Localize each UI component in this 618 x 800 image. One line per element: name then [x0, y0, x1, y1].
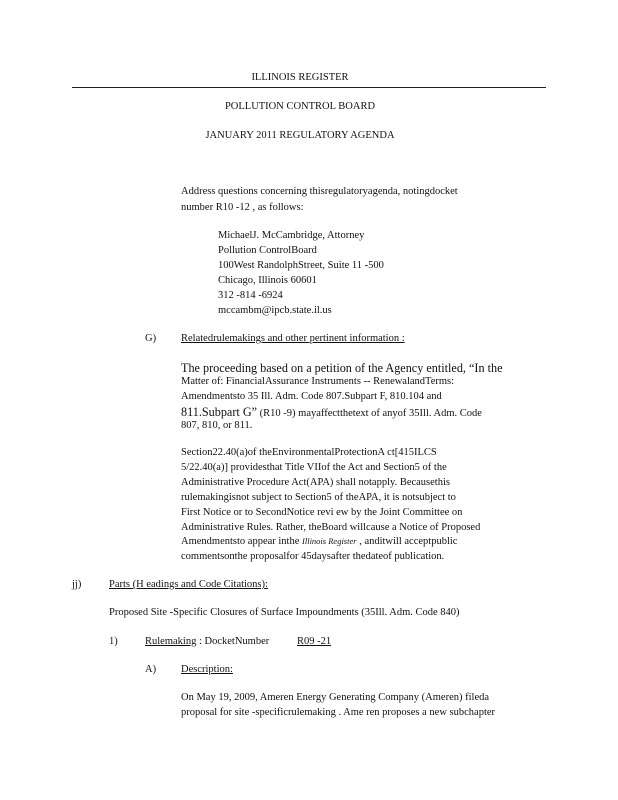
- address-intro-line-1: Address questions concerning thisregulatoryagenda, notingdocket: [181, 186, 458, 197]
- section-jj-marker: jj): [72, 579, 82, 590]
- section-g-heading: Relatedrulemakings and other pertinent information :: [181, 333, 405, 344]
- board-title: POLLUTION CONTROL BOARD: [224, 101, 376, 112]
- paragraph-line: First Notice or to SecondNotice revi ew by the Joint Committee on: [181, 507, 463, 518]
- contact-email: mccambm@ipcb.state.il.us: [218, 305, 332, 316]
- paragraph-line: [181, 405, 482, 420]
- item-1-marker: 1): [109, 636, 118, 647]
- paragraph-text: Amendmentsto appear inthe: [181, 536, 300, 547]
- section-g-marker: G): [145, 333, 157, 344]
- paragraph-line: Amendmentsto 35 Ill. Adm. Code 807.Subpart F, 810.104 and: [181, 391, 442, 402]
- docket-label: : DocketNumber: [196, 636, 270, 647]
- section-jj-heading: Parts (H eadings and Code Citations):: [109, 579, 268, 590]
- subpart-ref: 811.Subpart G”: [181, 405, 258, 419]
- rulemaking-label: Rulemaking: [145, 636, 197, 647]
- address-intro-line-2: number R10 -12 , as follows:: [181, 202, 304, 213]
- header-rule: [72, 87, 546, 88]
- paragraph-line: 5/22.40(a)] providesthat Title VIIof the Act and Section5 of the: [181, 462, 447, 473]
- paragraph-line: Administrative Rules. Rather, theBoard willcause a Notice of Proposed: [181, 522, 481, 533]
- publication-title: Illinois Register: [302, 536, 357, 546]
- proposed-title: Proposed Site -Specific Closures of Surface Impoundments (35Ill. Adm. Code 840): [109, 607, 460, 618]
- paragraph-line: 807, 810, or 811.: [181, 420, 253, 431]
- paragraph-line: On May 19, 2009, Ameren Energy Generating Company (Ameren) fileda: [181, 692, 490, 703]
- paragraph-line: Section22.40(a)of theEnvironmentalProtectionA ct[415ILCS: [181, 447, 437, 458]
- item-a-marker: A): [145, 664, 157, 675]
- paragraph-line: [181, 536, 457, 547]
- paragraph-text: (R10 -9) mayaffectthetext of anyof 35Ill. Adm. Code: [257, 408, 482, 419]
- paragraph-line: The proceeding based on a petition of the Agency entitled, “In the: [181, 361, 503, 375]
- paragraph-line: proposal for site -specificrulemaking . Ame ren proposes a new subchapter: [181, 707, 496, 718]
- register-title: ILLINOIS REGISTER: [251, 72, 349, 83]
- contact-city: Chicago, Illinois 60601: [218, 275, 317, 286]
- paragraph-text: , anditwill acceptpublic: [356, 536, 458, 547]
- contact-name: MichaelJ. McCambridge, Attorney: [218, 230, 365, 241]
- paragraph-line: rulemakingisnot subject to Section5 of theAPA, it is notsubject to: [181, 492, 456, 503]
- contact-org: Pollution ControlBoard: [218, 245, 317, 256]
- rulemaking-line: [145, 636, 269, 647]
- paragraph-line: commentsonthe proposalfor 45daysafter thedateof publication.: [181, 551, 445, 562]
- description-heading: Description:: [181, 664, 233, 675]
- docket-number: R09 -21: [297, 636, 332, 647]
- paragraph-line: Matter of: FinancialAssurance Instruments -- RenewalandTerms:: [181, 376, 455, 387]
- agenda-title: JANUARY 2011 REGULATORY AGENDA: [205, 130, 395, 141]
- contact-phone: 312 -814 -6924: [218, 290, 283, 301]
- paragraph-line: Administrative Procedure Act(APA) shall notapply. Becausethis: [181, 477, 450, 488]
- contact-street: 100West RandolphStreet, Suite 11 -500: [218, 260, 384, 271]
